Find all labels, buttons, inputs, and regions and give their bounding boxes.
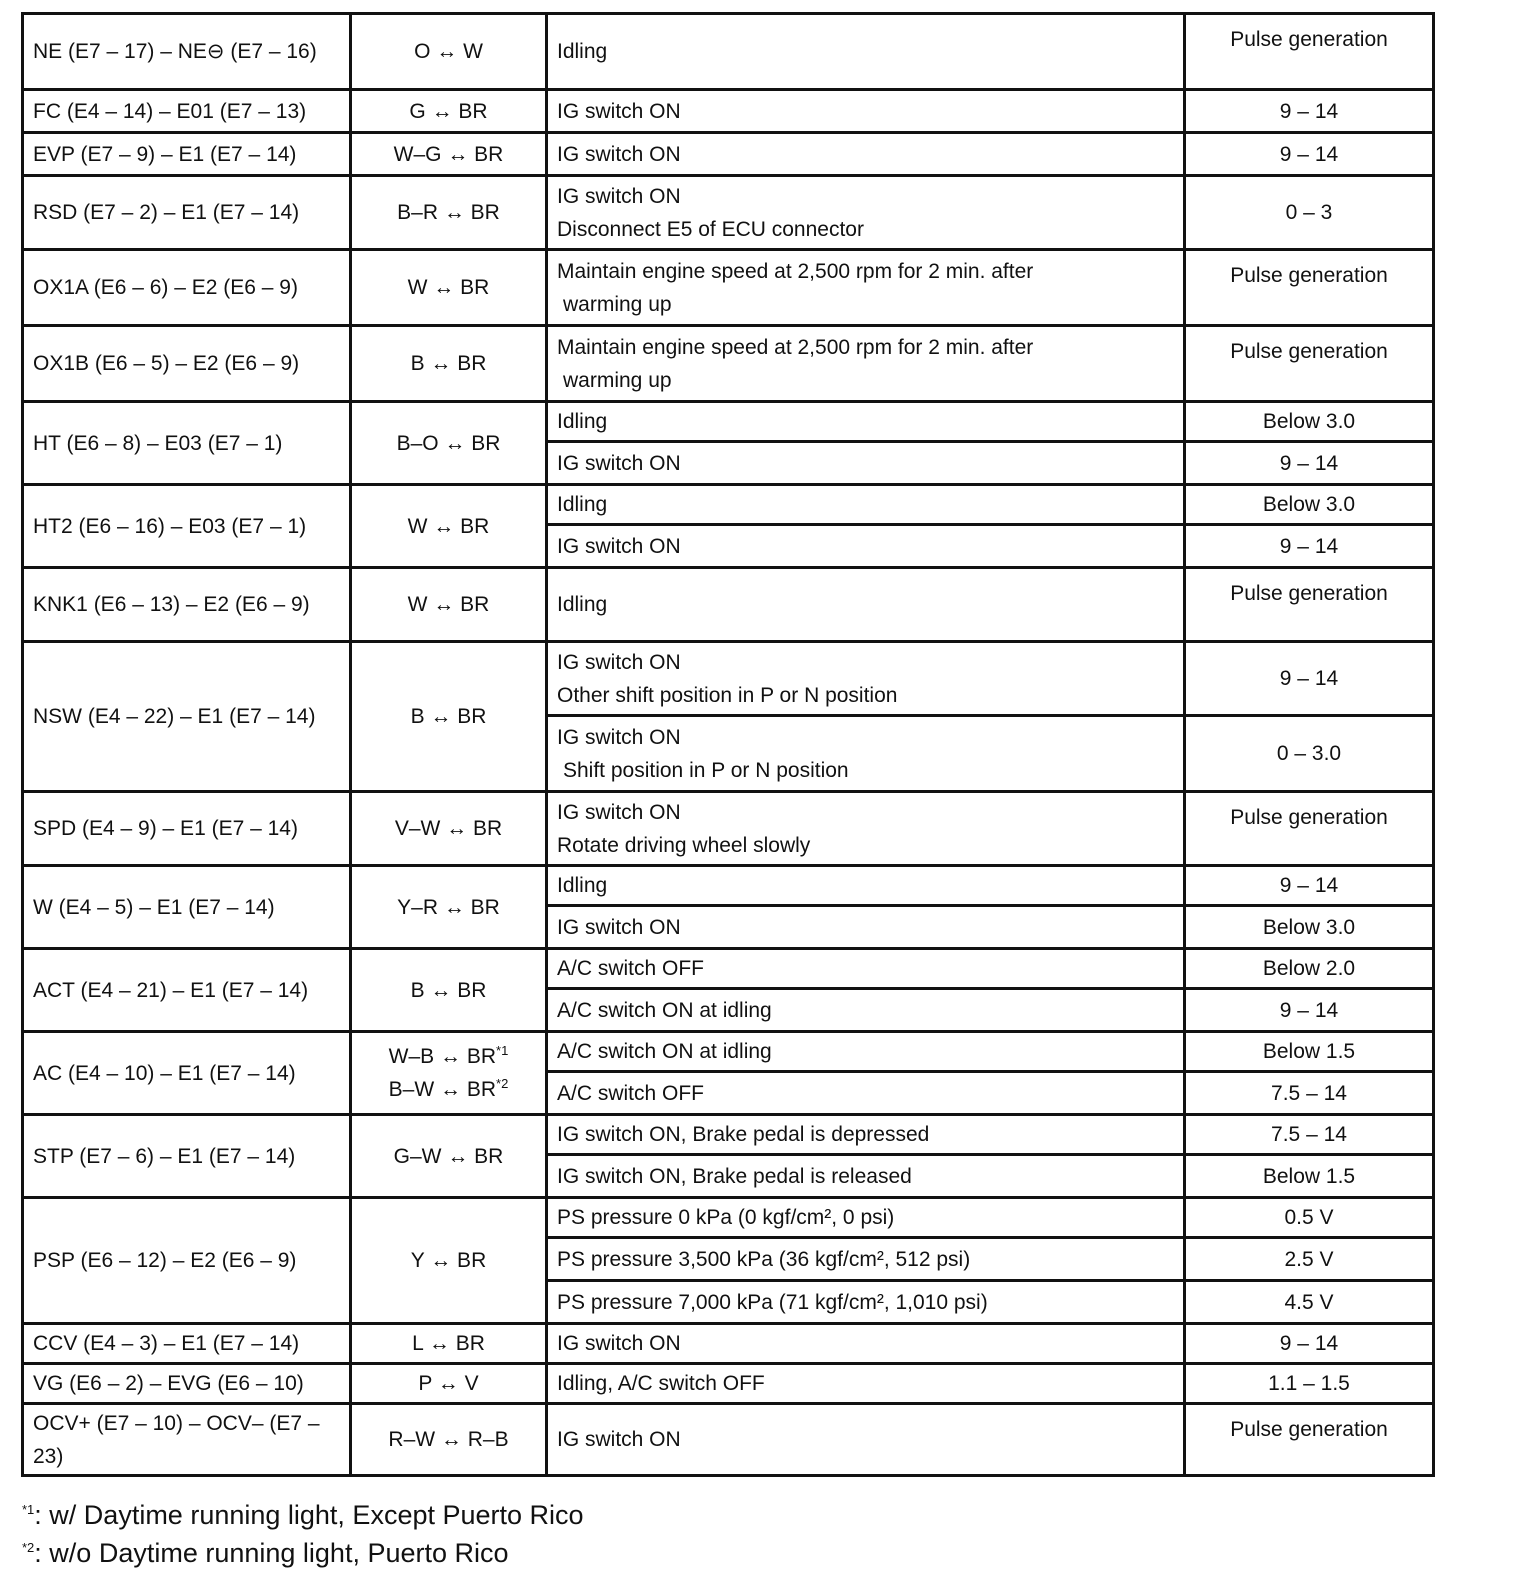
wiring-color-text: W–G ↔ BR: [393, 142, 504, 166]
terminal-cell: CCV (E4 – 3) – E1 (E7 – 14): [23, 1324, 351, 1364]
wiring-color-text: W ↔ BR: [407, 276, 490, 299]
wiring-color-text: B–O ↔ BR: [396, 431, 501, 455]
condition-line: IG switch ON: [557, 99, 681, 123]
condition-cell: [547, 176, 1185, 250]
wiring-color-cell: [351, 1364, 547, 1404]
wiring-color-text: B–W ↔ BR: [388, 1078, 497, 1101]
specified-condition-cell: Pulse generation: [1185, 250, 1434, 326]
specified-condition-cell: 9 – 14: [1185, 642, 1434, 716]
wiring-color-text: B ↔ BR: [410, 978, 487, 1002]
specified-condition-cell: Pulse generation: [1185, 568, 1434, 642]
specified-condition-cell: Below 3.0: [1185, 906, 1434, 949]
wiring-color-line: [361, 700, 536, 733]
terminal-cell: KNK1 (E6 – 13) – E2 (E6 – 9): [23, 568, 351, 642]
condition-cell: [547, 133, 1185, 176]
footnote-1-text: : w/ Daytime running light, Except Puerto Rico: [34, 1500, 584, 1530]
table-row: [23, 1364, 1434, 1404]
specified-condition-cell: 9 – 14: [1185, 866, 1434, 906]
table-row: [23, 133, 1434, 176]
condition-line: warming up: [563, 292, 672, 316]
terminal-cell: OX1A (E6 – 6) – E2 (E6 – 9): [23, 250, 351, 326]
condition-cell: [547, 90, 1185, 133]
footnotes: [22, 1496, 584, 1572]
specified-condition-cell: 7.5 – 14: [1185, 1115, 1434, 1155]
wiring-color-text: Y ↔ BR: [410, 1249, 487, 1272]
condition-cell: [547, 1155, 1185, 1198]
terminal-voltage-sheet: [21, 12, 1435, 1477]
wiring-color-cell: [351, 402, 547, 485]
condition-cell: [547, 1324, 1185, 1364]
wiring-color-cell: [351, 1324, 547, 1364]
table-row: [23, 1198, 1434, 1238]
condition-cell: [547, 326, 1185, 402]
wiring-color-cell: [351, 485, 547, 568]
table-row: [23, 568, 1434, 642]
wiring-color-line: [361, 1327, 536, 1360]
wiring-color-line: [361, 812, 536, 845]
condition-line: warming up: [563, 368, 672, 392]
terminal-spec-table-body: [23, 14, 1434, 1476]
wiring-color-text: O ↔ W: [414, 40, 483, 63]
table-row: [23, 485, 1434, 525]
wiring-color-cell: [351, 1032, 547, 1115]
specified-condition-cell: 1.1 – 1.5: [1185, 1364, 1434, 1404]
condition-line: Idling: [557, 874, 608, 897]
condition-line: A/C switch ON at idling: [557, 1040, 772, 1063]
condition-line: PS pressure 0 kPa (0 kgf/cm², 0 psi): [557, 1206, 895, 1229]
specified-condition-cell: 9 – 14: [1185, 442, 1434, 485]
condition-cell: [547, 1198, 1185, 1238]
terminal-cell: STP (E7 – 6) – E1 (E7 – 14): [23, 1115, 351, 1198]
specified-condition-cell: Pulse generation: [1185, 326, 1434, 402]
terminal-cell: NE (E7 – 17) – NE⊖ (E7 – 16): [23, 14, 351, 90]
condition-line: A/C switch OFF: [557, 957, 705, 980]
specified-condition-cell: Below 2.0: [1185, 949, 1434, 989]
specified-condition-cell: 9 – 14: [1185, 989, 1434, 1032]
condition-line: Shift position in P or N position: [563, 758, 849, 782]
wiring-color-text: L ↔ BR: [412, 1332, 485, 1355]
specified-condition-cell: 0.5 V: [1185, 1198, 1434, 1238]
specified-condition-cell: Pulse generation: [1185, 1404, 1434, 1476]
specified-condition-cell: Below 3.0: [1185, 402, 1434, 442]
condition-line: IG switch ON: [557, 451, 681, 475]
condition-line: IG switch ON: [557, 1332, 681, 1355]
terminal-cell: PSP (E6 – 12) – E2 (E6 – 9): [23, 1198, 351, 1324]
condition-line: IG switch ON: [557, 184, 681, 208]
wiring-color-text: V–W ↔ BR: [394, 817, 503, 840]
specified-condition-cell: Pulse generation: [1185, 792, 1434, 866]
condition-line: Idling: [557, 410, 608, 433]
condition-cell: [547, 485, 1185, 525]
wiring-color-text: W ↔ BR: [407, 514, 490, 538]
condition-cell: [547, 906, 1185, 949]
terminal-cell: RSD (E7 – 2) – E1 (E7 – 14): [23, 176, 351, 250]
table-row: [23, 90, 1434, 133]
wiring-color-text: P ↔ V: [418, 1372, 479, 1395]
condition-line: Other shift position in P or N position: [557, 683, 898, 707]
condition-cell: [547, 642, 1185, 716]
terminal-cell: ACT (E4 – 21) – E1 (E7 – 14): [23, 949, 351, 1032]
wiring-color-cell: [351, 133, 547, 176]
condition-line: IG switch ON: [557, 1428, 681, 1451]
wiring-color-line: [361, 1040, 536, 1073]
table-row: [23, 402, 1434, 442]
wiring-color-text: G–W ↔ BR: [393, 1144, 504, 1168]
wiring-color-text: Y–R ↔ BR: [397, 895, 500, 919]
condition-cell: [547, 1238, 1185, 1281]
footnote-2-mark: *2: [22, 1540, 35, 1555]
condition-line: IG switch ON: [557, 915, 681, 939]
condition-line: PS pressure 3,500 kPa (36 kgf/cm², 512 psi): [557, 1247, 971, 1271]
wiring-color-line: [361, 196, 536, 229]
specified-condition-cell: Below 1.5: [1185, 1155, 1434, 1198]
wiring-color-line: [361, 891, 536, 924]
wiring-color-line: [361, 1423, 536, 1456]
footnote-mark: *1: [496, 1043, 509, 1058]
condition-line: IG switch ON: [557, 142, 681, 166]
condition-line: Rotate driving wheel slowly: [557, 833, 811, 857]
terminal-cell: W (E4 – 5) – E1 (E7 – 14): [23, 866, 351, 949]
specified-condition-cell: Below 1.5: [1185, 1032, 1434, 1072]
wiring-color-text: G ↔ BR: [409, 99, 488, 123]
wiring-color-cell: [351, 14, 547, 90]
wiring-color-cell: [351, 1404, 547, 1476]
condition-cell: [547, 14, 1185, 90]
footnote-2-text: : w/o Daytime running light, Puerto Rico: [34, 1538, 509, 1568]
condition-cell: [547, 525, 1185, 568]
wiring-color-line: [361, 1367, 536, 1400]
table-row: [23, 14, 1434, 90]
specified-condition-cell: 2.5 V: [1185, 1238, 1434, 1281]
wiring-color-line: [361, 1073, 536, 1106]
specified-condition-cell: 9 – 14: [1185, 90, 1434, 133]
wiring-color-cell: [351, 949, 547, 1032]
condition-cell: [547, 1072, 1185, 1115]
condition-cell: [547, 949, 1185, 989]
condition-line: Idling: [557, 40, 608, 63]
wiring-color-text: R–W ↔ R–B: [388, 1428, 509, 1451]
table-row: [23, 642, 1434, 716]
wiring-color-text: B–R ↔ BR: [397, 201, 500, 224]
condition-line: IG switch ON, Brake pedal is depressed: [557, 1123, 930, 1146]
wiring-color-line: [361, 510, 536, 543]
specified-condition-cell: 0 – 3: [1185, 176, 1434, 250]
terminal-cell: VG (E6 – 2) – EVG (E6 – 10): [23, 1364, 351, 1404]
specified-condition-cell: 7.5 – 14: [1185, 1072, 1434, 1115]
specified-condition-cell: 9 – 14: [1185, 133, 1434, 176]
table-row: [23, 1324, 1434, 1364]
condition-cell: [547, 1281, 1185, 1324]
condition-line: Maintain engine speed at 2,500 rpm for 2 min. after: [557, 335, 1034, 359]
wiring-color-cell: [351, 1115, 547, 1198]
terminal-cell: AC (E4 – 10) – E1 (E7 – 14): [23, 1032, 351, 1115]
table-row: [23, 1115, 1434, 1155]
wiring-color-line: [361, 138, 536, 171]
wiring-color-line: [361, 95, 536, 128]
condition-cell: [547, 989, 1185, 1032]
condition-line: Maintain engine speed at 2,500 rpm for 2 min. after: [557, 259, 1034, 283]
terminal-cell: OX1B (E6 – 5) – E2 (E6 – 9): [23, 326, 351, 402]
terminal-cell: HT (E6 – 8) – E03 (E7 – 1): [23, 402, 351, 485]
condition-line: Disconnect E5 of ECU connector: [557, 217, 864, 241]
condition-cell: [547, 866, 1185, 906]
wiring-color-cell: [351, 568, 547, 642]
table-row: [23, 176, 1434, 250]
wiring-color-text: W–B ↔ BR: [388, 1045, 497, 1068]
footnote-mark: *2: [496, 1076, 509, 1091]
condition-line: Idling, A/C switch OFF: [557, 1372, 765, 1395]
condition-cell: [547, 716, 1185, 792]
condition-cell: [547, 402, 1185, 442]
table-row: [23, 250, 1434, 326]
terminal-cell: FC (E4 – 14) – E01 (E7 – 13): [23, 90, 351, 133]
condition-line: IG switch ON: [557, 534, 681, 558]
terminal-cell: SPD (E4 – 9) – E1 (E7 – 14): [23, 792, 351, 866]
terminal-spec-table: [21, 12, 1435, 1477]
condition-line: PS pressure 7,000 kPa (71 kgf/cm², 1,010 psi): [557, 1290, 988, 1314]
specified-condition-cell: 0 – 3.0: [1185, 716, 1434, 792]
wiring-color-cell: [351, 326, 547, 402]
condition-cell: [547, 568, 1185, 642]
condition-cell: [547, 1364, 1185, 1404]
wiring-color-cell: [351, 1198, 547, 1324]
wiring-color-cell: [351, 176, 547, 250]
footnote-2: [22, 1534, 584, 1572]
condition-cell: [547, 442, 1185, 485]
wiring-color-text: W ↔ BR: [407, 593, 490, 616]
wiring-color-line: [361, 588, 536, 621]
condition-line: IG switch ON: [557, 725, 681, 749]
condition-cell: [547, 1115, 1185, 1155]
wiring-color-cell: [351, 642, 547, 792]
terminal-cell: OCV+ (E7 – 10) – OCV– (E7 – 23): [23, 1404, 351, 1476]
wiring-color-line: [361, 347, 536, 380]
wiring-color-line: [361, 1244, 536, 1277]
condition-line: IG switch ON: [557, 800, 681, 824]
wiring-color-line: [361, 271, 536, 304]
specified-condition-cell: Below 3.0: [1185, 485, 1434, 525]
table-row: [23, 866, 1434, 906]
condition-line: Idling: [557, 593, 608, 616]
condition-cell: [547, 1404, 1185, 1476]
specified-condition-cell: Pulse generation: [1185, 14, 1434, 90]
table-row: [23, 1032, 1434, 1072]
specified-condition-cell: 4.5 V: [1185, 1281, 1434, 1324]
footnote-1-mark: *1: [22, 1502, 35, 1517]
wiring-color-text: B ↔ BR: [410, 705, 487, 728]
wiring-color-cell: [351, 792, 547, 866]
wiring-color-line: [361, 427, 536, 460]
terminal-cell: EVP (E7 – 9) – E1 (E7 – 14): [23, 133, 351, 176]
condition-line: Idling: [557, 493, 608, 516]
table-row: [23, 1404, 1434, 1476]
terminal-cell: NSW (E4 – 22) – E1 (E7 – 14): [23, 642, 351, 792]
specified-condition-cell: 9 – 14: [1185, 525, 1434, 568]
condition-line: IG switch ON, Brake pedal is released: [557, 1164, 912, 1188]
table-row: [23, 792, 1434, 866]
terminal-cell: HT2 (E6 – 16) – E03 (E7 – 1): [23, 485, 351, 568]
condition-cell: [547, 792, 1185, 866]
condition-line: A/C switch ON at idling: [557, 998, 772, 1022]
condition-line: IG switch ON: [557, 650, 681, 674]
condition-cell: [547, 250, 1185, 326]
wiring-color-cell: [351, 866, 547, 949]
table-row: [23, 949, 1434, 989]
wiring-color-line: [361, 35, 536, 68]
footnote-1: [22, 1496, 584, 1534]
wiring-color-line: [361, 1140, 536, 1173]
condition-cell: [547, 1032, 1185, 1072]
specified-condition-cell: 9 – 14: [1185, 1324, 1434, 1364]
condition-line: A/C switch OFF: [557, 1081, 705, 1105]
wiring-color-cell: [351, 250, 547, 326]
wiring-color-cell: [351, 90, 547, 133]
wiring-color-text: B ↔ BR: [410, 352, 487, 375]
wiring-color-line: [361, 974, 536, 1007]
table-row: [23, 326, 1434, 402]
